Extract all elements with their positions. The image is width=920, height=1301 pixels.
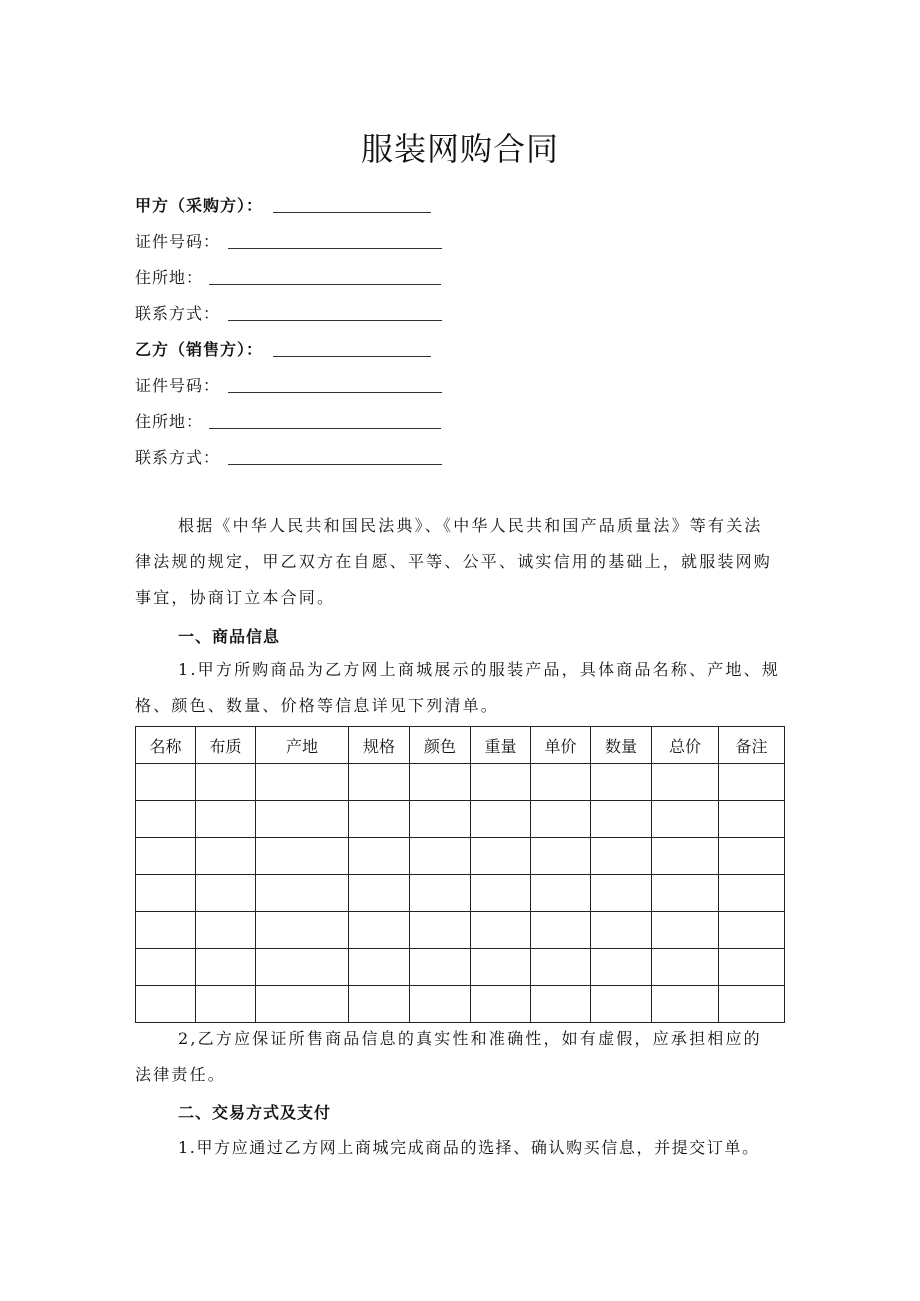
party-a-name-row bbox=[135, 186, 431, 216]
table-row bbox=[136, 764, 785, 801]
table-cell[interactable] bbox=[349, 949, 410, 986]
table-cell[interactable] bbox=[531, 838, 591, 875]
party-a-address-row bbox=[135, 258, 441, 288]
table-cell[interactable] bbox=[719, 912, 785, 949]
table-cell[interactable] bbox=[531, 764, 591, 801]
table-cell[interactable] bbox=[196, 912, 256, 949]
table-cell[interactable] bbox=[719, 986, 785, 1023]
table-cell[interactable] bbox=[471, 801, 531, 838]
table-cell[interactable] bbox=[652, 986, 719, 1023]
table-cell[interactable] bbox=[256, 912, 349, 949]
table-cell[interactable] bbox=[256, 838, 349, 875]
table-cell[interactable] bbox=[410, 838, 471, 875]
party-b-address-field[interactable] bbox=[209, 427, 441, 429]
party-b-name-row bbox=[135, 330, 431, 360]
party-a-name-label: 甲方（采购方）： bbox=[135, 196, 264, 215]
table-row bbox=[136, 801, 785, 838]
party-a-name-field[interactable] bbox=[273, 211, 431, 213]
table-cell[interactable] bbox=[410, 949, 471, 986]
party-b-name-label: 乙方（销售方）： bbox=[135, 340, 264, 359]
table-cell[interactable] bbox=[349, 764, 410, 801]
table-cell[interactable] bbox=[196, 949, 256, 986]
column-header-weight: 重量 bbox=[471, 727, 531, 764]
table-cell[interactable] bbox=[196, 764, 256, 801]
table-cell[interactable] bbox=[652, 912, 719, 949]
section-2-clause-1 bbox=[135, 1130, 825, 1166]
party-b-id-row bbox=[135, 366, 442, 396]
table-cell[interactable] bbox=[471, 949, 531, 986]
column-header-quantity: 数量 bbox=[591, 727, 652, 764]
table-cell[interactable] bbox=[349, 912, 410, 949]
party-b-contact-field[interactable] bbox=[228, 463, 442, 465]
table-cell[interactable] bbox=[719, 875, 785, 912]
party-a-id-row bbox=[135, 222, 442, 252]
table-cell[interactable] bbox=[591, 949, 652, 986]
table-cell[interactable] bbox=[652, 949, 719, 986]
party-b-name-field[interactable] bbox=[273, 355, 431, 357]
party-a-contact-field[interactable] bbox=[228, 319, 442, 321]
column-header-remarks: 备注 bbox=[719, 727, 785, 764]
section-1-clause-2-line-2: 法律责任。 bbox=[135, 1065, 227, 1084]
table-cell[interactable] bbox=[136, 838, 196, 875]
table-cell[interactable] bbox=[410, 875, 471, 912]
column-header-fabric: 布质 bbox=[196, 727, 256, 764]
table-cell[interactable] bbox=[256, 764, 349, 801]
party-b-contact-label: 联系方式： bbox=[135, 448, 221, 467]
table-row bbox=[136, 986, 785, 1023]
party-a-address-field[interactable] bbox=[209, 283, 441, 285]
table-cell[interactable] bbox=[349, 838, 410, 875]
table-cell[interactable] bbox=[531, 912, 591, 949]
section-1-clause-1-line-2: 格、颜色、数量、价格等信息详见下列清单。 bbox=[135, 696, 500, 715]
section-1-clause-2-line-1: 2,乙方应保证所售商品信息的真实性和准确性，如有虚假，应承担相应的 bbox=[178, 1029, 762, 1048]
table-cell[interactable] bbox=[719, 838, 785, 875]
table-cell[interactable] bbox=[652, 875, 719, 912]
table-cell[interactable] bbox=[591, 764, 652, 801]
table-cell[interactable] bbox=[719, 949, 785, 986]
table-cell[interactable] bbox=[349, 875, 410, 912]
table-cell[interactable] bbox=[349, 986, 410, 1023]
column-header-name: 名称 bbox=[136, 727, 196, 764]
table-cell[interactable] bbox=[196, 986, 256, 1023]
party-b-address-label: 住所地： bbox=[135, 412, 204, 431]
table-cell[interactable] bbox=[471, 986, 531, 1023]
product-list-table bbox=[135, 726, 785, 1023]
table-cell[interactable] bbox=[591, 838, 652, 875]
table-cell[interactable] bbox=[591, 875, 652, 912]
column-header-origin: 产地 bbox=[256, 727, 349, 764]
table-cell[interactable] bbox=[652, 764, 719, 801]
party-b-address-row bbox=[135, 402, 441, 432]
table-cell[interactable] bbox=[591, 801, 652, 838]
table-cell[interactable] bbox=[652, 838, 719, 875]
table-cell[interactable] bbox=[591, 912, 652, 949]
intro-line-2: 律法规的规定，甲乙双方在自愿、平等、公平、诚实信用的基础上，就服装网购 bbox=[135, 552, 773, 571]
table-cell[interactable] bbox=[256, 801, 349, 838]
table-cell[interactable] bbox=[136, 986, 196, 1023]
section-2-heading: 二、交易方式及支付 bbox=[178, 1103, 332, 1122]
table-cell[interactable] bbox=[719, 801, 785, 838]
table-cell[interactable] bbox=[591, 986, 652, 1023]
table-cell[interactable] bbox=[471, 875, 531, 912]
intro-line-3: 事宜，协商订立本合同。 bbox=[135, 588, 336, 607]
table-cell[interactable] bbox=[471, 912, 531, 949]
table-cell[interactable] bbox=[196, 875, 256, 912]
party-a-contact-label: 联系方式： bbox=[135, 304, 221, 323]
column-header-color: 颜色 bbox=[410, 727, 471, 764]
table-row bbox=[136, 875, 785, 912]
table-cell[interactable] bbox=[410, 801, 471, 838]
table-cell[interactable] bbox=[256, 875, 349, 912]
table-cell[interactable] bbox=[136, 912, 196, 949]
section-1-heading: 一、商品信息 bbox=[178, 627, 281, 646]
table-cell[interactable] bbox=[196, 838, 256, 875]
table-cell[interactable] bbox=[196, 801, 256, 838]
table-cell[interactable] bbox=[349, 801, 410, 838]
party-a-id-field[interactable] bbox=[228, 247, 442, 249]
table-body bbox=[136, 764, 785, 1023]
party-a-address-label: 住所地： bbox=[135, 268, 204, 287]
table-cell[interactable] bbox=[471, 764, 531, 801]
table-row bbox=[136, 912, 785, 949]
table-cell[interactable] bbox=[136, 764, 196, 801]
table-header-row bbox=[136, 727, 785, 764]
table-cell[interactable] bbox=[256, 986, 349, 1023]
table-cell[interactable] bbox=[531, 875, 591, 912]
table-cell[interactable] bbox=[471, 838, 531, 875]
intro-paragraph bbox=[135, 508, 790, 616]
table-cell[interactable] bbox=[531, 949, 591, 986]
table-cell[interactable] bbox=[136, 949, 196, 986]
document-title: 服装网购合同 bbox=[360, 130, 559, 168]
table-cell[interactable] bbox=[256, 949, 349, 986]
section-1-clause-2 bbox=[135, 1021, 790, 1093]
table-cell[interactable] bbox=[410, 764, 471, 801]
column-header-unit-price: 单价 bbox=[531, 727, 591, 764]
table-cell[interactable] bbox=[136, 875, 196, 912]
party-b-id-label: 证件号码： bbox=[135, 376, 221, 395]
section-1-clause-1 bbox=[135, 652, 790, 724]
intro-line-1: 根据《中华人民共和国民法典》、《中华人民共和国产品质量法》等有关法 bbox=[178, 516, 763, 535]
table-cell[interactable] bbox=[652, 801, 719, 838]
table-cell[interactable] bbox=[136, 801, 196, 838]
table-cell[interactable] bbox=[410, 986, 471, 1023]
table-cell[interactable] bbox=[531, 801, 591, 838]
table-row bbox=[136, 838, 785, 875]
section-1-clause-1-line-1: 1.甲方所购商品为乙方网上商城展示的服装产品，具体商品名称、产地、规 bbox=[178, 660, 781, 679]
table-row bbox=[136, 949, 785, 986]
table-cell[interactable] bbox=[410, 912, 471, 949]
table-cell[interactable] bbox=[531, 986, 591, 1023]
column-header-total-price: 总价 bbox=[652, 727, 719, 764]
party-b-id-field[interactable] bbox=[228, 391, 442, 393]
party-a-contact-row bbox=[135, 294, 442, 324]
party-b-contact-row bbox=[135, 438, 442, 468]
table-cell[interactable] bbox=[719, 764, 785, 801]
column-header-spec: 规格 bbox=[349, 727, 410, 764]
party-a-id-label: 证件号码： bbox=[135, 232, 221, 251]
section-2-clause-1-line-1: 1.甲方应通过乙方网上商城完成商品的选择、确认购买信息，并提交订单。 bbox=[178, 1138, 760, 1157]
